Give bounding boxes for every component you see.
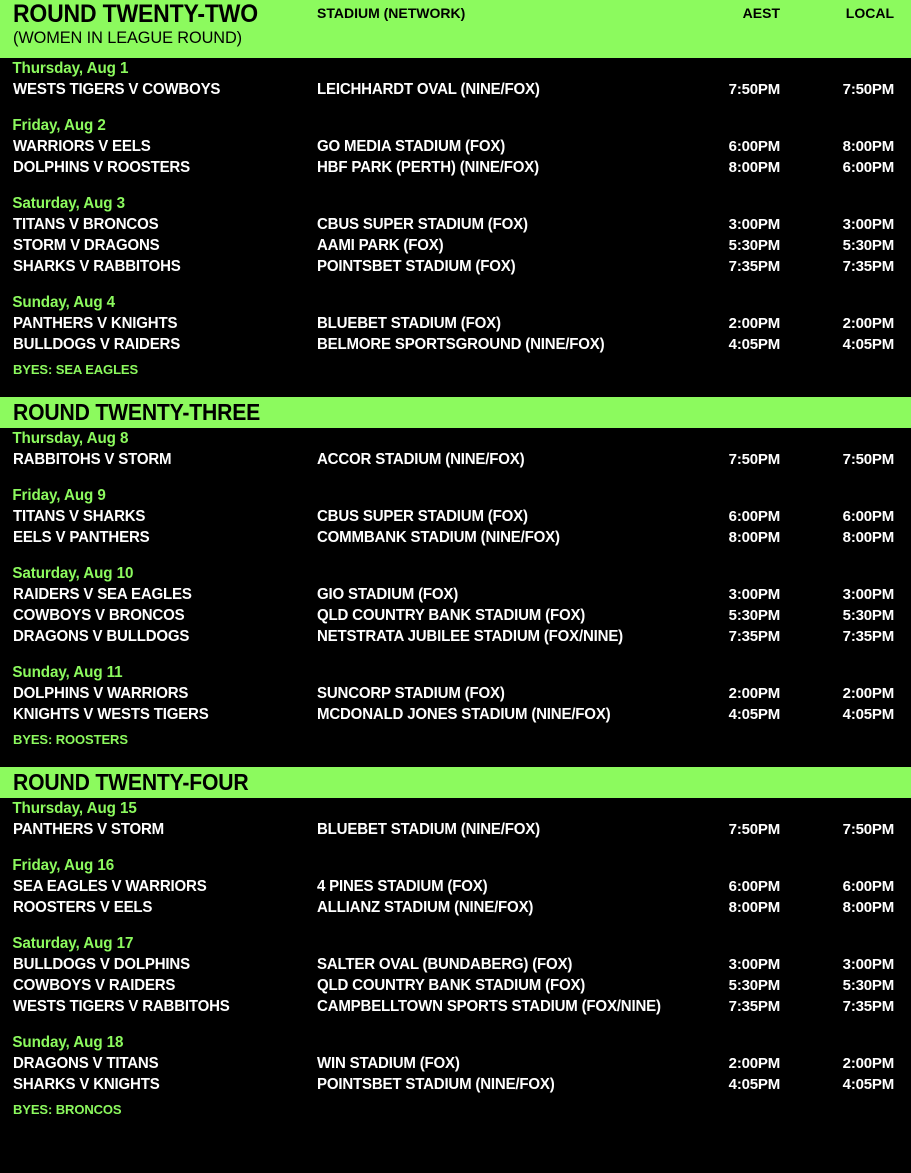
match-venue: BLUEBET STADIUM (FOX) (317, 315, 501, 332)
day-group (0, 933, 911, 1017)
round-body (0, 798, 911, 1118)
match-row[interactable] (0, 1074, 911, 1095)
match-time-aest: 7:35PM (728, 628, 780, 645)
match-time-local: 7:35PM (842, 258, 894, 275)
match-venue: AAMI PARK (FOX) (317, 237, 444, 254)
match-time-aest: 2:00PM (728, 1055, 780, 1072)
match-venue: ALLIANZ STADIUM (NINE/FOX) (317, 899, 534, 916)
day-label: Friday, Aug 9 (12, 487, 106, 504)
match-time-local: 7:35PM (842, 998, 894, 1015)
match-row[interactable] (0, 506, 911, 527)
match-teams: SEA EAGLES V WARRIORS (13, 878, 207, 895)
match-time-local: 2:00PM (842, 685, 894, 702)
match-teams: COWBOYS V BRONCOS (13, 607, 185, 624)
match-time-aest: 8:00PM (728, 529, 780, 546)
round-header-band (0, 397, 911, 428)
match-row[interactable] (0, 136, 911, 157)
byes-row: BYES: ROOSTERS (13, 732, 128, 747)
match-venue: GIO STADIUM (FOX) (317, 586, 459, 603)
match-time-local: 7:50PM (842, 81, 894, 98)
match-row[interactable] (0, 214, 911, 235)
match-row[interactable] (0, 584, 911, 605)
match-venue: CBUS SUPER STADIUM (FOX) (317, 508, 528, 525)
match-time-local: 3:00PM (842, 216, 894, 233)
match-time-aest: 5:30PM (728, 977, 780, 994)
match-teams: SHARKS V KNIGHTS (13, 1076, 160, 1093)
day-label: Thursday, Aug 15 (12, 800, 137, 817)
day-label: Thursday, Aug 1 (12, 60, 129, 77)
match-teams: BULLDOGS V DOLPHINS (13, 956, 190, 973)
match-time-local: 4:05PM (842, 1076, 894, 1093)
match-teams: KNIGHTS V WESTS TIGERS (13, 706, 209, 723)
match-time-aest: 7:50PM (728, 81, 780, 98)
match-teams: DRAGONS V BULLDOGS (13, 628, 190, 645)
round-spacer (0, 748, 911, 767)
match-teams: WESTS TIGERS V COWBOYS (13, 81, 221, 98)
day-spacer (0, 918, 911, 933)
day-group (0, 115, 911, 178)
match-teams: DOLPHINS V WARRIORS (13, 685, 189, 702)
match-time-local: 4:05PM (842, 706, 894, 723)
match-venue: ACCOR STADIUM (NINE/FOX) (317, 451, 525, 468)
day-label: Saturday, Aug 3 (12, 195, 125, 212)
match-venue: CAMPBELLTOWN SPORTS STADIUM (FOX/NINE) (317, 998, 661, 1015)
match-row[interactable] (0, 256, 911, 277)
match-venue: CBUS SUPER STADIUM (FOX) (317, 216, 528, 233)
match-time-aest: 3:00PM (728, 216, 780, 233)
round-body (0, 428, 911, 748)
match-time-local: 5:30PM (842, 607, 894, 624)
day-label: Saturday, Aug 10 (12, 565, 134, 582)
day-label: Thursday, Aug 8 (12, 430, 129, 447)
match-teams: PANTHERS V STORM (13, 821, 165, 838)
match-time-aest: 4:05PM (728, 336, 780, 353)
match-teams: TITANS V SHARKS (13, 508, 146, 525)
day-group (0, 428, 911, 470)
match-venue: NETSTRATA JUBILEE STADIUM (FOX/NINE) (317, 628, 624, 645)
match-time-aest: 3:00PM (728, 956, 780, 973)
day-group (0, 662, 911, 725)
match-row[interactable] (0, 527, 911, 548)
match-teams: DRAGONS V TITANS (13, 1055, 159, 1072)
match-time-aest: 4:05PM (728, 1076, 780, 1093)
day-spacer (0, 277, 911, 292)
column-header-aest: AEST (742, 5, 780, 21)
match-teams: BULLDOGS V RAIDERS (13, 336, 181, 353)
match-time-aest: 2:00PM (728, 315, 780, 332)
match-teams: WESTS TIGERS V RABBITOHS (13, 998, 230, 1015)
day-spacer (0, 840, 911, 855)
match-venue: QLD COUNTRY BANK STADIUM (FOX) (317, 977, 586, 994)
match-venue: 4 PINES STADIUM (FOX) (317, 878, 488, 895)
day-spacer (0, 1017, 911, 1032)
match-venue: GO MEDIA STADIUM (FOX) (317, 138, 506, 155)
match-teams: SHARKS V RABBITOHS (13, 258, 181, 275)
match-teams: STORM V DRAGONS (13, 237, 160, 254)
day-spacer (0, 178, 911, 193)
column-header-stadium: STADIUM (NETWORK) (317, 5, 466, 21)
draw-header (0, 0, 911, 58)
match-time-local: 7:35PM (842, 628, 894, 645)
byes-row: BYES: BRONCOS (13, 1102, 122, 1117)
match-time-local: 8:00PM (842, 138, 894, 155)
match-venue: BLUEBET STADIUM (NINE/FOX) (317, 821, 540, 838)
day-group (0, 563, 911, 647)
rounds-container (0, 58, 911, 1118)
match-venue: MCDONALD JONES STADIUM (NINE/FOX) (317, 706, 611, 723)
match-row[interactable] (0, 897, 911, 918)
match-time-local: 8:00PM (842, 899, 894, 916)
match-time-aest: 7:35PM (728, 998, 780, 1015)
match-row[interactable] (0, 1053, 911, 1074)
match-time-aest: 2:00PM (728, 685, 780, 702)
day-group (0, 292, 911, 355)
page-title: ROUND TWENTY-TWO (13, 0, 258, 28)
match-time-aest: 8:00PM (728, 899, 780, 916)
day-spacer (0, 470, 911, 485)
day-group (0, 798, 911, 840)
match-row[interactable] (0, 157, 911, 178)
day-group (0, 1032, 911, 1095)
match-time-local: 6:00PM (842, 878, 894, 895)
match-venue: LEICHHARDT OVAL (NINE/FOX) (317, 81, 540, 98)
match-time-local: 4:05PM (842, 336, 894, 353)
day-group (0, 193, 911, 277)
match-row[interactable] (0, 683, 911, 704)
round-title: ROUND TWENTY-FOUR (13, 769, 249, 795)
match-venue: WIN STADIUM (FOX) (317, 1055, 460, 1072)
byes-row: BYES: SEA EAGLES (13, 362, 139, 377)
match-teams: RABBITOHS V STORM (13, 451, 172, 468)
match-time-local: 6:00PM (842, 159, 894, 176)
round-title: ROUND TWENTY-THREE (13, 399, 261, 425)
match-row[interactable] (0, 954, 911, 975)
match-time-aest: 7:50PM (728, 821, 780, 838)
match-row[interactable] (0, 996, 911, 1017)
day-group (0, 485, 911, 548)
match-row[interactable] (0, 975, 911, 996)
match-row[interactable] (0, 704, 911, 725)
match-row[interactable] (0, 313, 911, 334)
match-row[interactable] (0, 449, 911, 470)
day-label: Friday, Aug 16 (12, 857, 115, 874)
match-time-aest: 6:00PM (728, 878, 780, 895)
match-teams: WARRIORS V EELS (13, 138, 151, 155)
match-venue: COMMBANK STADIUM (NINE/FOX) (317, 529, 560, 546)
match-row[interactable] (0, 819, 911, 840)
day-spacer (0, 647, 911, 662)
match-row[interactable] (0, 605, 911, 626)
match-time-local: 6:00PM (842, 508, 894, 525)
column-header-local: LOCAL (845, 5, 894, 21)
round-spacer (0, 378, 911, 397)
day-label: Sunday, Aug 18 (12, 1034, 124, 1051)
match-time-aest: 7:50PM (728, 451, 780, 468)
match-teams: TITANS V BRONCOS (13, 216, 159, 233)
day-label: Sunday, Aug 11 (12, 664, 123, 681)
match-time-aest: 5:30PM (728, 237, 780, 254)
match-teams: COWBOYS V RAIDERS (13, 977, 176, 994)
day-spacer (0, 100, 911, 115)
match-row[interactable] (0, 334, 911, 355)
match-time-local: 2:00PM (842, 315, 894, 332)
match-time-local: 7:50PM (842, 821, 894, 838)
day-spacer (0, 548, 911, 563)
match-venue: SALTER OVAL (BUNDABERG) (FOX) (317, 956, 573, 973)
match-venue: QLD COUNTRY BANK STADIUM (FOX) (317, 607, 586, 624)
day-label: Sunday, Aug 4 (12, 294, 115, 311)
day-group (0, 58, 911, 100)
match-teams: EELS V PANTHERS (13, 529, 150, 546)
match-row[interactable] (0, 79, 911, 100)
match-row[interactable] (0, 235, 911, 256)
match-time-local: 3:00PM (842, 956, 894, 973)
round-header-band (0, 767, 911, 798)
match-teams: PANTHERS V KNIGHTS (13, 315, 178, 332)
match-time-aest: 6:00PM (728, 138, 780, 155)
match-time-aest: 7:35PM (728, 258, 780, 275)
match-teams: DOLPHINS V ROOSTERS (13, 159, 190, 176)
match-venue: HBF PARK (PERTH) (NINE/FOX) (317, 159, 539, 176)
match-time-aest: 4:05PM (728, 706, 780, 723)
day-label: Friday, Aug 2 (12, 117, 106, 134)
match-venue: POINTSBET STADIUM (FOX) (317, 258, 516, 275)
match-time-local: 2:00PM (842, 1055, 894, 1072)
match-venue: BELMORE SPORTSGROUND (NINE/FOX) (317, 336, 605, 353)
match-venue: POINTSBET STADIUM (NINE/FOX) (317, 1076, 555, 1093)
match-time-aest: 6:00PM (728, 508, 780, 525)
match-time-local: 5:30PM (842, 237, 894, 254)
day-label: Saturday, Aug 17 (12, 935, 134, 952)
match-time-aest: 3:00PM (728, 586, 780, 603)
day-group (0, 855, 911, 918)
match-row[interactable] (0, 876, 911, 897)
match-teams: RAIDERS V SEA EAGLES (13, 586, 192, 603)
match-time-local: 3:00PM (842, 586, 894, 603)
match-time-aest: 5:30PM (728, 607, 780, 624)
match-time-local: 7:50PM (842, 451, 894, 468)
match-time-local: 5:30PM (842, 977, 894, 994)
match-time-aest: 8:00PM (728, 159, 780, 176)
match-venue: SUNCORP STADIUM (FOX) (317, 685, 505, 702)
page-subtitle: (WOMEN IN LEAGUE ROUND) (13, 28, 243, 47)
match-row[interactable] (0, 626, 911, 647)
match-time-local: 8:00PM (842, 529, 894, 546)
round-body (0, 58, 911, 378)
match-teams: ROOSTERS V EELS (13, 899, 153, 916)
